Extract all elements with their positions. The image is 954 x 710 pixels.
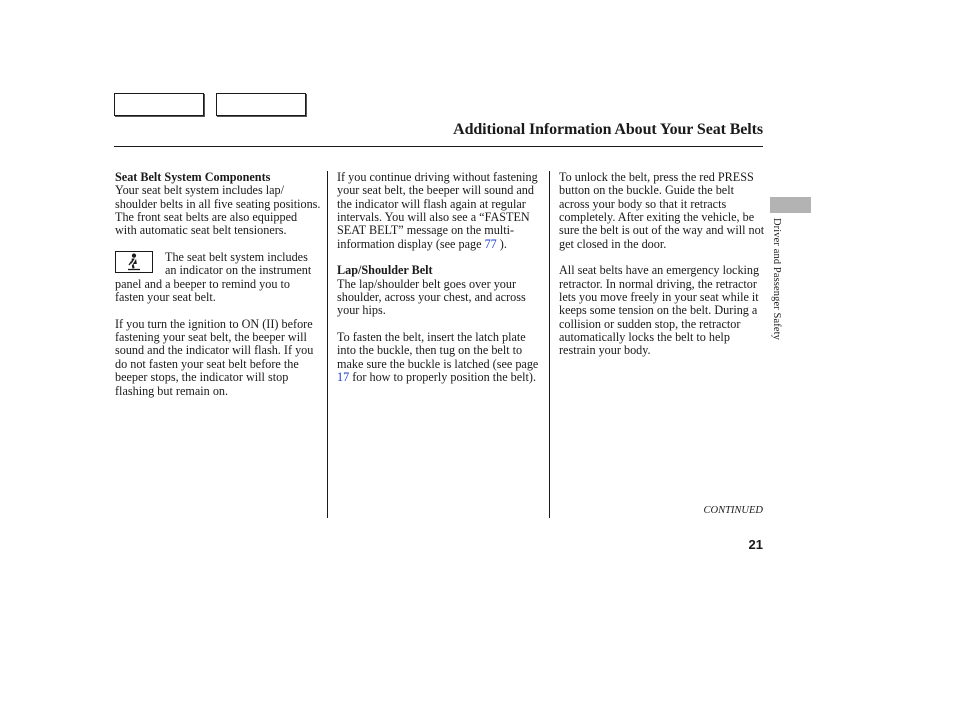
paragraph-ignition: If you turn the ignition to ON (II) before fastening your seat belt, the beeper will sound and the indicator will flash. If you do not fasten your seat belt before the beeper stops, the indicator will stop flashing but remain on. — [115, 316, 314, 398]
seat-belt-reminder-icon — [115, 251, 153, 273]
page-number: 21 — [748, 537, 763, 552]
column-divider — [327, 171, 328, 518]
text-continue-driving-end: ). — [496, 236, 507, 251]
section-label: Driver and Passenger Safety — [771, 218, 782, 340]
paragraph-continue-driving — [337, 171, 543, 251]
paragraph-fasten — [337, 331, 543, 384]
column-2 — [337, 171, 543, 398]
text-fasten: To fasten the belt, insert the latch plate into the buckle, then tug on the belt to make sure the buckle is latched (see page — [337, 330, 539, 371]
paragraph-components: Your seat belt system includes lap/ shoulder belts in all five seating positions. The front seat belts are also equipped with automatic seat belt tensioners. — [115, 183, 321, 238]
next-page-button[interactable] — [216, 93, 306, 116]
text-fasten-end: for how to properly position the belt). — [349, 370, 537, 385]
column-3 — [559, 171, 765, 371]
paragraph-retractor: All seat belts have an emergency locking retractor. In normal driving, the retractor lets you move freely in your seat while it keeps some tension on the belt. During a collision or sudden stop, the retractor automatically locks the belt to help restrain your body. — [559, 263, 760, 358]
indicator-text: The seat belt system includes an indicator on the instrument panel and a beeper to remind you to fasten your seat belt. — [115, 250, 312, 305]
text-continue-driving: If you continue driving without fastening your seat belt, the beeper will sound and the indicator will flash again at regular intervals. You will also see a “FASTEN SEAT BELT” message on the multi-information display (see page — [337, 170, 538, 251]
column-divider — [549, 171, 550, 518]
column-1 — [115, 171, 321, 411]
title-divider — [114, 146, 763, 147]
section-tab — [770, 197, 811, 213]
paragraph-unlock: To unlock the belt, press the red PRESS button on the buckle. Guide the belt across your body so that it retracts completely. After exiting the vehicle, be sure the belt is out of the way and will not get closed in the door. — [559, 170, 765, 251]
section-heading-components: Seat Belt System Components — [115, 170, 271, 184]
paragraph-indicator — [115, 251, 321, 304]
page-link-77[interactable]: 77 — [484, 236, 497, 251]
page-title: Additional Information About Your Seat Belts — [453, 121, 763, 138]
section-heading-lap-shoulder: Lap/Shoulder Belt — [337, 263, 433, 278]
continued-label: CONTINUED — [703, 505, 763, 516]
paragraph-lap-shoulder: The lap/shoulder belt goes over your shoulder, across your chest, and across your hips. — [337, 276, 526, 318]
previous-page-button[interactable] — [114, 93, 204, 116]
page-link-17[interactable]: 17 — [337, 370, 350, 385]
